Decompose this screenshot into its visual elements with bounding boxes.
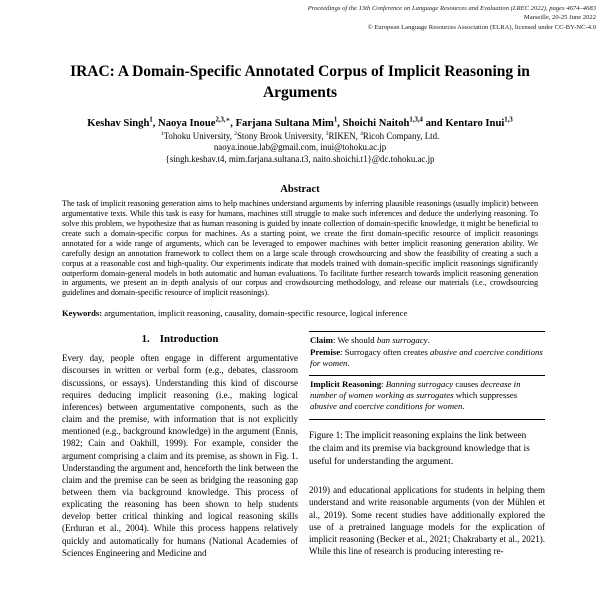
ir-text-2: which suppresses (453, 389, 518, 400)
author: Kentaro Inui$^{1,3}$ (445, 116, 513, 129)
abstract-text: The task of implicit reasoning generation aims to help machines understand arguments by inferring plausible reasonings (usually implicit) between argumentative texts. While this task is easy for humans, machines still struggle to make such inferences and deduce the underlying reasoning. To solve this problem, we hypothesize that as human reasoning is guided by innate collection of domain-specific knowledge, it might be beneficial to create such a domain-specific corpus for machines. As a starting point, we create the first domain-specific resource of implicit reasonings annotated for a wide range of arguments, which can be leveraged to empower machines with better implicit reasoning generation ability. We carefully design an annotation framework to collect them on a large scale through crowdsourcing and show the feasibility of creating a such a corpus at a reasonable cost and high-quality. Our experiments indicate that models trained with domain-specific implicit reasonings significantly outperform domain-general models in both automatic and human evaluations. To facilitate further research towards implicit reasoning generation in arguments, we present an in depth analysis of our corpus and crowdsourcing methodology, and release our materials (i.e., crowdsourcing guidelines and domain-specific resource of implicit reasonings). (62, 199, 538, 298)
keywords-line (62, 308, 538, 318)
section-heading-introduction (62, 333, 298, 345)
proceedings-line-2: Marseille, 20-25 June 2022 (523, 14, 596, 22)
section-title: Introduction (159, 333, 219, 346)
proceedings-line-3: © European Language Resources Association (ELRA), licensed under CC-BY-NC-4.0 (367, 23, 596, 31)
ir-italic-1: Banning surrogacy (385, 378, 454, 389)
claim-italic: ban surrogacy (376, 335, 428, 346)
email-line-1: naoya.inoue.lab@gmail.com, inui@tohoku.ac.jp (213, 142, 387, 153)
intro-paragraph: Every day, people often engage in different argumentative discourses in written or verbal form (e.g., debates, classroom discussions, or essays). Understanding this kind of discourse requires deducing implicit reasoning (i.e., making logical inferences) between argumentative components, such as the claim and the premise, with information that is not explicitly mentioned (e.g., background knowledge) in the argument (Ennis, 1982; Cain and Oakhill, 1999). For example, consider the argument comprising a claim and its premise, as shown in Fig. 1. Understanding the argument and, henceforth the link between the claim and the premise can be seen as bridging the reasoning gap between them via background knowledge. This process of explicating the reasoning has been shown to help students develop better critical thinking and logical reasoning skills (Erduran et al., 2004). While this process happens relatively quickly and automatically for humans (National Academies of Sciences Engineering and Medicine and (62, 353, 298, 558)
email-line-2: {singh.keshav.t4, mim.farjana.sultana.t3, naito.shoichi.t1}@dc.tohoku.ac.jp (165, 153, 435, 164)
affiliation: $^4$Ricoh Company, Ltd. (360, 131, 440, 141)
author-superscript: 1,3,4 (409, 116, 423, 124)
keywords-text: argumentation, implicit reasoning, causality, domain-specific resource, logical inference (102, 308, 408, 319)
ir-text-1: causes (453, 378, 481, 389)
affiliation: $^3$RIKEN, (325, 131, 361, 141)
figure-box (309, 331, 545, 419)
claim-label: Claim (310, 335, 333, 346)
abstract-heading: Abstract (280, 184, 320, 196)
author: Shoichi Naitoh$^{1,3,4}$ and (342, 116, 446, 129)
author: Keshav Singh$^1$, (87, 116, 159, 129)
affiliation-line (0, 131, 600, 142)
premise-text: : Surrogacy often creates (340, 346, 431, 357)
implicit-reasoning-label: Implicit Reasoning (310, 378, 382, 389)
author-line (0, 118, 600, 129)
keywords-label: Keywords: (62, 308, 103, 319)
ir-italic-2: decrease in number of women working as surrogates (310, 378, 521, 400)
paper-title: IRAC: A Domain-Specific Annotated Corpus of Implicit Reasoning in Arguments (70, 63, 530, 101)
ir-italic-3: abusive and coercive conditions for women (310, 401, 463, 412)
author-superscript: 2,3,∗ (215, 116, 231, 124)
author: Naoya Inoue$^{2,3,∗}$, (158, 116, 236, 129)
affiliation: $^1$Tohoku University, (160, 131, 235, 141)
section-number: 1. (141, 333, 150, 346)
figure-claim-premise: Claim: We should ban surrogacy. Premise: Surrogacy often creates abusive and coercive conditions for women. (309, 332, 545, 375)
left-column (62, 331, 298, 559)
figure-implicit-reasoning: Implicit Reasoning: Banning surrogacy causes decrease in number of women working as surrogates which suppresses abusive and coercive conditions for women. (310, 378, 521, 412)
author-superscript: 1,3 (504, 116, 513, 124)
proceedings-header (308, 4, 596, 32)
figure-caption: Figure 1: The implicit reasoning explains the link between the claim and its premise via background knowledge that is useful for understanding the argument. (309, 430, 530, 468)
right-column (309, 331, 545, 559)
author-superscript: 1 (333, 116, 338, 124)
claim-text: : We should (332, 335, 377, 346)
two-column-body (62, 331, 545, 559)
affiliation: $^2$Stony Brook University, (234, 131, 326, 141)
premise-label: Premise (310, 346, 341, 357)
body-paragraph: 2019) and educational applications for students in helping them understand and write reasonable arguments (von der Mühlen et al., 2019). Some recent studies have additionally explored the use of a pretrained language models for the explication of implicit reasoning (Becker et al., 2021; Chakrabarty et al., 2021). While this line of research is producing interesting re- (309, 485, 545, 557)
author-superscript: 1 (149, 116, 153, 124)
premise-italic: abusive and coercive conditions for women (310, 346, 543, 369)
author: Farjana Sultana Mim$^1$, (235, 116, 343, 129)
proceedings-line-1: Proceedings of the 13th Conference on Language Resources and Evaluation (LREC 2022), pages 4674–4683 (307, 5, 596, 12)
